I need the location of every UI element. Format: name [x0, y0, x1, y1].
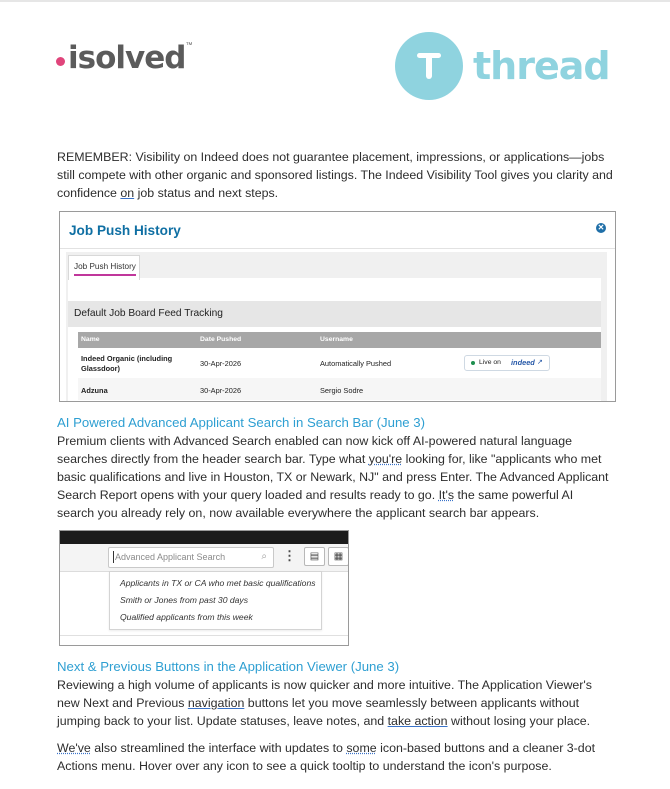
ai-text-1: Premium clients with Advanced Search enabled can now kick off AI-powered natural language searches directly from the header search bar. Type what [57, 434, 572, 466]
divider [60, 248, 615, 249]
tab-content [68, 278, 601, 402]
search-input[interactable] [108, 547, 274, 568]
suggestion-item[interactable]: Qualified applicants from this week [120, 612, 253, 622]
thread-logo-icon [395, 32, 463, 100]
status-dot [471, 361, 475, 365]
indeed-logo: indeed [511, 358, 535, 367]
row-name: Indeed Organic (including Glassdoor) [81, 354, 173, 373]
ai-text-2: looking for, like "applicants who met basic qualifications and live in Houston, TX or Newark, NJ" and press Enter. The Advanced Applicant Search Report opens with your query loaded and results ready to go. [57, 452, 609, 502]
external-link-icon: ↗ [537, 359, 543, 366]
isolved-logo-tm: ™ [185, 42, 193, 49]
search-placeholder: Advanced Applicant Search [115, 552, 226, 562]
viewer-text-4: also streamlined the interface with updates to [90, 741, 347, 755]
advanced-search-screenshot [59, 530, 349, 646]
document-icon[interactable]: ▦ [328, 547, 349, 566]
ai-text-youre: you're [368, 452, 403, 466]
thread-logo [395, 32, 610, 100]
viewer-text-some: some [346, 741, 377, 755]
reminder-text-end: job status and next steps. [134, 186, 279, 200]
viewer-text-1: Reviewing a high volume of applicants is now quicker and more intuitive. The Application Viewer's new Next and Previous [57, 678, 592, 710]
viewer-paragraph-2 [57, 739, 613, 775]
app-top-bar [60, 531, 348, 544]
row-date: 30-Apr-2026 [200, 359, 242, 368]
live-on-indeed-badge[interactable] [464, 355, 550, 371]
ai-text-its: It's [438, 488, 455, 502]
search-icon[interactable]: ⌕ [261, 551, 267, 562]
table-header [78, 332, 601, 348]
row-date: 30-Apr-2026 [200, 386, 242, 395]
table-row [78, 351, 601, 375]
tab-underline [74, 274, 136, 276]
row-username: Sergio Sodre [320, 386, 364, 395]
viewer-text-5: icon-based buttons and a cleaner 3-dot Actions menu. Hover over any icon to see a quick tooltip to understand the icon's purpose. [57, 741, 596, 773]
isolved-logo-text: isolved [68, 40, 186, 76]
job-push-history-screenshot [59, 211, 616, 402]
viewer-text-3: without losing your place. [447, 714, 591, 728]
suggestion-item[interactable]: Applicants in TX or CA who met basic qualifications [120, 578, 316, 588]
text-caret [113, 551, 114, 563]
reminder-text: REMEMBER: Visibility on Indeed does not guarantee placement, impressions, or applications—jobs still compete with other organic and sponsored listings. The Indeed Visibility Tool gives you clarity and confidence [57, 150, 613, 200]
suggestion-item[interactable]: Smith or Jones from past 30 days [120, 595, 249, 605]
row-username: Automatically Pushed [320, 359, 392, 368]
section-title: Default Job Board Feed Tracking [74, 308, 223, 319]
dialog-title: Job Push History [69, 223, 181, 238]
section-header [68, 301, 601, 327]
reminder-paragraph [57, 148, 613, 202]
kebab-menu-icon[interactable]: ⋮ [283, 548, 296, 563]
row-name: Adzuna [81, 386, 108, 395]
viewer-paragraph-1 [57, 676, 613, 730]
live-on-label: Live on [479, 359, 501, 366]
column-name: Name [81, 336, 100, 343]
divider [60, 635, 348, 636]
suggestions-dropdown [109, 571, 322, 630]
id-card-icon[interactable]: ▤ [304, 547, 325, 566]
thread-logo-text: thread [473, 44, 610, 88]
ai-search-heading: AI Powered Advanced Applicant Search in Search Bar (June 3) [57, 415, 425, 430]
isolved-logo-dot [56, 57, 65, 66]
viewer-heading: Next & Previous Buttons in the Application Viewer (June 3) [57, 659, 400, 674]
viewer-text-navigation: navigation [187, 696, 245, 710]
viewer-text-take-action: take action [387, 714, 448, 728]
viewer-text-weve: We've [57, 741, 91, 755]
top-rule [0, 0, 670, 2]
column-username: Username [320, 336, 353, 343]
viewer-text-2: buttons let you move seamlessly between applicants without jumping back to your list. Update statuses, leave notes, and [57, 696, 580, 728]
reminder-link[interactable]: on [120, 186, 135, 200]
ai-search-paragraph [57, 432, 613, 522]
isolved-logo [56, 38, 192, 78]
table-row [78, 378, 601, 400]
tab-job-push-history[interactable] [68, 255, 140, 280]
tab-label: Job Push History [74, 262, 136, 271]
close-icon[interactable]: ✕ [597, 223, 605, 232]
ai-text-3: the same powerful AI search you already rely on, now available everywhere the applicant search bar appears. [57, 488, 574, 520]
column-date-pushed: Date Pushed [200, 336, 242, 343]
